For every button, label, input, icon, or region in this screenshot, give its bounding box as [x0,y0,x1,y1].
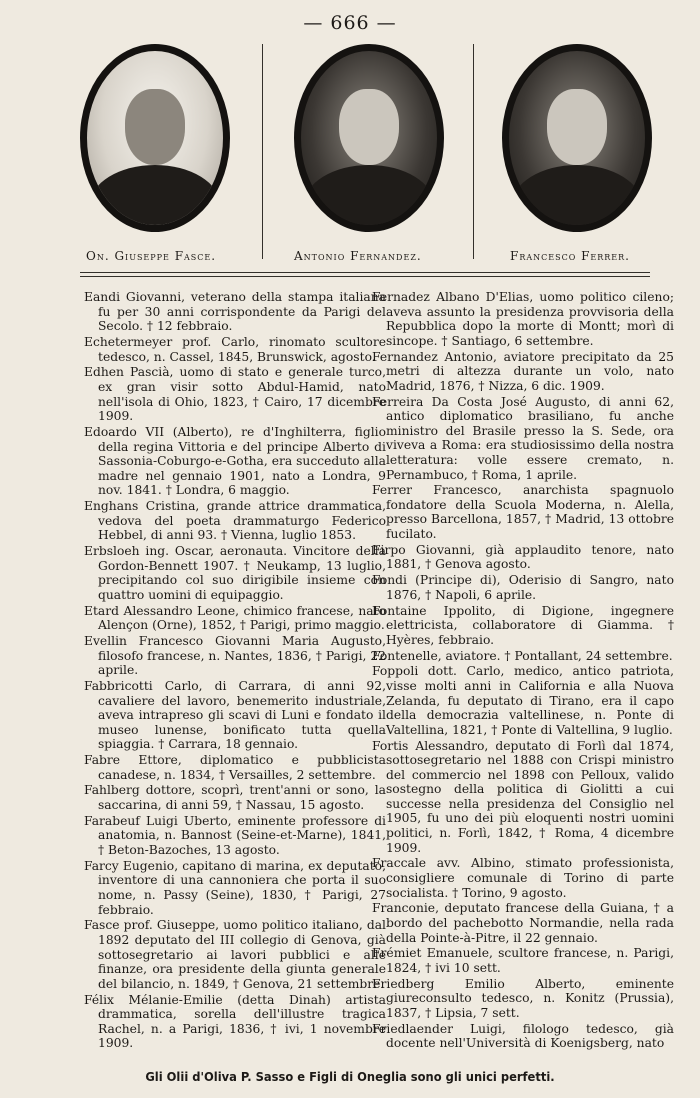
obituary-entry: Foppoli dott. Carlo, medico, antico patriota, visse molti anni in California e alla Nuova Zelanda, fu deputato di Tirano, era il capo della democrazia valtellinese, n. Ponte di Valtellina, 1821, † Ponte di Valtellina, 9 luglio. [372,664,674,737]
advertisement-footer: Gli Olii d'Oliva P. Sasso e Figli di Oneglia sono gli unici perfetti. [145,1069,555,1084]
obituary-entry: Fernandez Antonio, aviatore precipitato da 25 metri di altezza durante un volo, nato Madrid, 1876, † Nizza, 6 dic. 1909. [372,349,674,393]
obituary-entry: Fontenelle, aviatore. † Pontallant, 24 settembre. [372,648,673,663]
obituary-entry: Edoardo VII (Alberto), re d'Inghilterra, figlio della regina Vittoria e del principe Alberto di Sassonia-Coburgo-e-Gotha, era succeduto alla madre nel gennaio 1901, nato a Londra, 9 nov. 1841. † Londra, 6 maggio. [84,424,386,498]
left-column [84,290,386,1052]
page-number: — 666 — [303,12,397,34]
obituary-entry: Enghans Cristina, grande attrice drammatica, vedova del poeta drammaturgo Federico Hebbel, di anni 93. † Vienna, luglio 1853. [84,499,386,543]
portrait-ferrer [498,44,656,244]
caption-fernandez: Antonio Fernandez. [294,249,422,263]
caption-ferrer: Francesco Ferrer. [510,249,630,263]
obituary-entry: Fondi (Principe di), Oderisio di Sangro, nato 1876, † Napoli, 6 aprile. [372,573,674,602]
portrait-fasce [76,44,234,244]
obituary-entry: Félix Mélanie-Emilie (detta Dinah) artista drammatica, sorella dell'illustre tragica Rachel, n. a Parigi, 1836, † ivi, 1 novembre 1909. [84,992,386,1051]
portrait-fernandez [290,44,448,244]
obituary-entry: Fasce prof. Giuseppe, uomo politico italiano, dal 1892 deputato del III collegio di Genova, già sottosegretario ai lavori pubblici e alle finanze, ora presidente della giunta generale del bilancio, n. 1849, † Genova, 21 settembre. [84,918,386,991]
obituary-entry: Fabbricotti Carlo, di Carrara, di anni 92, cavaliere del lavoro, benemerito industriale, aveva intrapreso gli scavi di Luni e fondato il museo lunense, bonificato tutta quella spiaggia. † Carrara, 18 gennaio. [84,678,386,752]
obituary-entry: Eandi Giovanni, veterano della stampa italiana fu per 30 anni corrispondente da Parigi del Secolo. † 12 febbraio. [84,290,386,334]
portrait-photo [502,44,652,232]
portrait-head-shape [547,89,607,165]
portrait-photo [80,44,230,232]
portrait-torso-shape [90,165,220,232]
obituary-entry: Ferreira Da Costa José Augusto, di anni 62, antico diplomatico brasiliano, fu anche ministro del Brasile presso la S. Sede, ora viveva a Roma: era studiosissimo della nostra letteratura: volle essere cremato, n. Pernambuco, † Roma, 1 aprile. [372,394,674,482]
obituary-entry: Fahlberg dottore, scoprì, trent'anni or sono, la saccarina, di anni 59, † Nassau, 15 agosto. [84,783,386,813]
obituary-entry: Fernadez Albano D'Elias, uomo politico cileno; aveva assunto la presidenza provvisoria della Repubblica dopo la morte di Montt; morì di sincope. † Santiago, 6 settembre. [372,290,674,348]
obituary-entry: Ferrer Francesco, anarchista spagnuolo fondatore della Scuola Moderna, n. Alella, presso Barcellona, 1857, † Madrid, 13 ottobre fucilato. [372,483,674,542]
obituary-entry: Firpo Giovanni, già applaudito tenore, nato 1881, † Genova agosto. [372,542,674,572]
header-divider [80,276,650,277]
obituary-entry: Fraccale avv. Albino, stimato professionista, consigliere comunale di Torino di parte socialista. † Torino, 9 agosto. [372,856,674,900]
obituary-entry: Edhen Pascià, uomo di stato e generale turco, ex gran visir sotto Abdul-Hamid, nato nell'isola di Ohio, 1823, † Cairo, 17 dicembre 1909. [84,365,386,424]
obituary-entry: Echetermeyer prof. Carlo, rinomato scultore tedesco, n. Cassel, 1845, Brunswick, agosto. [84,334,386,364]
column-rule [262,44,263,259]
obituary-entry: Franconie, deputato francese della Guiana, † a bordo del pachebotto Normandie, nella rada della Pointe-à-Pitre, il 22 gennaio. [372,901,674,945]
column-rule [473,44,474,259]
obituary-entry: Friedberg Emilio Alberto, eminente giureconsulto tedesco, n. Konitz (Prussia), 1837, † Lipsia, 7 sett. [372,976,674,1020]
obituary-entry: Erbsloeh ing. Oscar, aeronauta. Vincitore della Gordon-Bennett 1907. † Neukamp, 13 luglio, precipitando col suo dirigibile insieme con quattro uomini di equipaggio. [84,544,386,602]
portrait-torso-shape [304,165,434,232]
obituary-entry: Friedlaender Luigi, filologo tedesco, già docente nell'Università di Koenigsberg, nato [372,1021,674,1051]
obituary-entry: Etard Alessandro Leone, chimico francese, nato Alençon (Orne), 1852, † Parigi, primo maggio. [84,603,386,633]
obituary-entry: Fontaine Ippolito, di Digione, ingegnere elettricista, collaboratore di Giamma. † Hyères, febbraio. [372,603,674,647]
obituary-entry: Farabeuf Luigi Uberto, eminente professore di anatomia, n. Bannost (Seine-et-Marne), 1841, † Beton-Bazoches, 13 agosto. [84,813,386,858]
caption-fasce: On. Giuseppe Fasce. [86,249,217,263]
obituary-entry: Fortis Alessandro, deputato di Forlì dal 1874, sottosegretario nel 1888 con Crispi ministro del commercio nel 1898 con Pelloux, valido sostegno della politica di Giolitti a cui successe nella presidenza del Consiglio nel 1905, fu uno dei più eloquenti nostri uomini politici, n. Forlì, 1842, † Roma, 4 dicembre 1909. [372,738,674,855]
portrait-head-shape [339,89,399,165]
obituary-entry: Fabre Ettore, diplomatico e pubblicista canadese, n. 1834, † Versailles, 2 settembre. [84,753,386,782]
portrait-torso-shape [512,165,642,232]
obituary-entry: Evellin Francesco Giovanni Maria Augusto, filosofo francese, n. Nantes, 1836, † Parigi, 22 aprile. [84,633,386,678]
obituary-entry: Farcy Eugenio, capitano di marina, ex deputato, inventore di una cannoniera che porta il suo nome, n. Passy (Seine), 1830, † Parigi, 27 febbraio. [84,858,386,917]
portrait-photo [294,44,444,232]
obituary-entry: Frémiet Emanuele, scultore francese, n. Parigi, 1824, † ivi 10 sett. [372,946,674,975]
header-divider [80,272,650,273]
right-column [372,290,674,1052]
portrait-head-shape [125,89,185,165]
